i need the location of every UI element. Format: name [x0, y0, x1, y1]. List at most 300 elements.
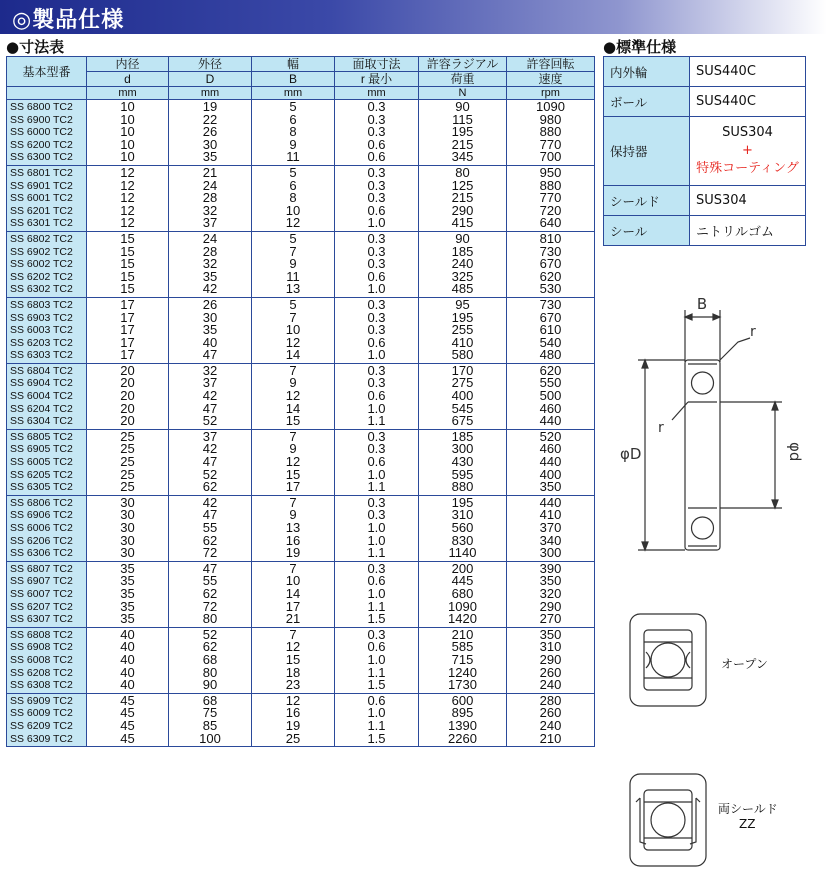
chamfer-r-value: 0.3 [367, 192, 386, 205]
outer-D-value: 47 [202, 456, 218, 469]
radial-load-value: 715 [451, 653, 474, 667]
cage-material: SUS304 [722, 125, 773, 140]
col-unit-load: N [419, 87, 507, 100]
outer-D-value: 75 [202, 707, 218, 720]
chamfer-r-value: 1.1 [367, 415, 386, 428]
model-value: SS 6801 TC2 [10, 166, 73, 179]
speed-value: 500 [539, 390, 562, 403]
chamfer-r-value: 0.6 [367, 694, 386, 708]
cell-inner-d [87, 297, 169, 363]
outer-D-value: 26 [202, 298, 218, 312]
speed-value: 300 [539, 547, 562, 560]
outer-D-value: 68 [202, 694, 218, 708]
inner-d-value: 20 [120, 364, 135, 378]
cell-model [7, 627, 87, 693]
model-value: SS 6202 TC2 [10, 270, 73, 283]
inner-d-value: 17 [120, 311, 135, 325]
cell-inner-d [87, 231, 169, 297]
inner-d-value: 12 [120, 192, 135, 205]
table-row-group [7, 495, 595, 561]
radial-load-value: 275 [451, 377, 474, 391]
width-B-value: 5 [289, 232, 297, 246]
radial-load-value: 415 [451, 217, 474, 230]
model-value: SS 6208 TC2 [10, 666, 73, 679]
cell-radial-load [419, 561, 507, 627]
speed-value: 720 [539, 204, 562, 218]
outer-D-value: 47 [202, 402, 218, 416]
model-value: SS 6209 TC2 [10, 719, 73, 732]
radial-load-value: 90 [455, 232, 470, 246]
model-value: SS 6005 TC2 [10, 456, 73, 469]
radial-load-value: 445 [451, 575, 474, 588]
radial-load-value: 345 [451, 151, 474, 164]
inner-d-value: 30 [120, 534, 135, 548]
chamfer-r-value: 1.0 [367, 402, 386, 416]
radial-load-value: 485 [451, 283, 474, 296]
cell-chamfer-r [335, 100, 419, 166]
speed-value: 240 [539, 679, 562, 692]
speed-value: 290 [539, 600, 562, 614]
outer-D-value: 28 [202, 192, 218, 205]
radial-load-value: 95 [455, 298, 470, 312]
chamfer-r-value: 0.6 [367, 575, 386, 588]
model-value: SS 6306 TC2 [10, 547, 73, 560]
model-value: SS 6304 TC2 [10, 415, 73, 428]
inner-d-value: 17 [120, 336, 135, 350]
chamfer-r-value: 0.3 [367, 628, 386, 642]
model-value: SS 6301 TC2 [10, 217, 73, 230]
radial-load-value: 300 [451, 443, 474, 457]
outer-D-value: 42 [202, 443, 218, 457]
speed-value: 770 [539, 192, 562, 205]
outer-D-value: 30 [202, 138, 218, 152]
width-B-value: 5 [289, 298, 297, 312]
cell-model [7, 429, 87, 495]
col-unit-d: mm [87, 87, 169, 100]
spec-label-seal: シール [604, 216, 690, 246]
outer-D-value: 42 [202, 496, 218, 510]
chamfer-r-value: 1.1 [367, 547, 386, 560]
inner-d-value: 30 [120, 522, 135, 535]
table-row-group [7, 693, 595, 746]
radial-load-value: 240 [451, 258, 474, 271]
radial-load-value: 410 [451, 336, 474, 350]
width-B-value: 17 [285, 481, 301, 494]
table-row-group [7, 165, 595, 231]
model-value: SS 6201 TC2 [10, 204, 73, 217]
inner-d-value: 12 [120, 166, 135, 180]
cell-chamfer-r [335, 165, 419, 231]
model-value: SS 6003 TC2 [10, 324, 73, 337]
model-value: SS 6804 TC2 [10, 364, 73, 377]
chamfer-r-value: 0.6 [367, 336, 386, 350]
outer-D-value: 72 [202, 547, 218, 560]
chamfer-r-value: 0.6 [367, 641, 386, 654]
radial-load-value: 1730 [448, 679, 477, 692]
model-value: SS 6000 TC2 [10, 126, 73, 139]
width-B-value: 25 [285, 732, 301, 746]
cell-chamfer-r [335, 693, 419, 746]
cell-chamfer-r [335, 363, 419, 429]
width-B-value: 7 [289, 496, 297, 510]
col-name-width: 幅 [252, 57, 335, 72]
model-value: SS 6206 TC2 [10, 534, 73, 547]
page-title: ◎製品仕様 [12, 8, 125, 33]
outer-D-value: 37 [202, 377, 218, 391]
label-B: B [696, 295, 708, 313]
outer-D-value: 19 [202, 101, 218, 114]
width-B-value: 19 [285, 719, 301, 733]
cell-width-B [252, 495, 335, 561]
title-banner [0, 0, 827, 34]
width-B-value: 12 [285, 390, 301, 403]
chamfer-r-value: 0.6 [367, 456, 386, 469]
col-unit-r: mm [335, 87, 419, 100]
model-value: SS 6802 TC2 [10, 232, 73, 245]
cell-inner-d [87, 693, 169, 746]
width-B-value: 7 [289, 311, 297, 325]
inner-d-value: 25 [120, 481, 135, 494]
width-B-value: 10 [285, 204, 301, 218]
outer-D-value: 21 [202, 166, 218, 180]
outer-D-value: 22 [202, 113, 218, 127]
cell-inner-d [87, 495, 169, 561]
cell-chamfer-r [335, 429, 419, 495]
width-B-value: 5 [289, 166, 297, 180]
outer-D-value: 42 [202, 390, 218, 403]
speed-value: 260 [539, 707, 562, 720]
col-name-inner: 内径 [87, 57, 169, 72]
inner-d-value: 12 [120, 179, 135, 193]
radial-load-value: 680 [451, 587, 474, 601]
width-B-value: 8 [289, 192, 297, 205]
outer-D-value: 85 [202, 719, 218, 733]
outer-D-value: 30 [202, 311, 218, 325]
chamfer-r-value: 1.0 [367, 283, 386, 296]
chamfer-r-value: 1.0 [367, 217, 386, 230]
width-B-value: 17 [285, 600, 301, 614]
speed-value: 410 [539, 509, 562, 522]
cage-coating: 特殊コーティング [696, 161, 799, 176]
width-B-value: 9 [289, 509, 297, 522]
speed-value: 670 [539, 258, 562, 271]
cage-plus: + [742, 143, 753, 158]
table-row-group [7, 297, 595, 363]
cell-width-B [252, 693, 335, 746]
width-B-value: 12 [285, 217, 301, 230]
speed-value: 620 [539, 364, 562, 378]
speed-value: 880 [539, 179, 562, 193]
inner-d-value: 40 [120, 628, 135, 642]
col-unit-D: mm [169, 87, 252, 100]
inner-d-value: 10 [120, 138, 135, 152]
radial-load-value: 430 [451, 456, 474, 469]
radial-load-value: 90 [455, 101, 470, 114]
cell-speed [507, 561, 595, 627]
unit-blank [7, 87, 87, 100]
inner-d-value: 10 [120, 113, 135, 127]
model-value: SS 6205 TC2 [10, 468, 73, 481]
col-name-chamfer: 面取寸法 [335, 57, 419, 72]
cell-model [7, 363, 87, 429]
chamfer-r-value: 0.3 [367, 562, 386, 576]
width-B-value: 11 [286, 270, 300, 284]
inner-d-value: 10 [120, 126, 135, 139]
speed-value: 540 [539, 336, 562, 350]
cell-width-B [252, 165, 335, 231]
model-value: SS 6308 TC2 [10, 679, 73, 692]
width-B-value: 7 [289, 562, 297, 576]
speed-value: 280 [539, 694, 562, 708]
inner-d-value: 20 [120, 415, 135, 428]
inner-d-value: 40 [120, 666, 135, 680]
cell-width-B [252, 429, 335, 495]
inner-d-value: 40 [120, 679, 135, 692]
model-value: SS 6307 TC2 [10, 613, 73, 626]
speed-value: 260 [539, 666, 562, 680]
model-value: SS 6004 TC2 [10, 390, 73, 403]
spec-value-ball: SUS440C [690, 87, 806, 117]
inner-d-value: 35 [120, 575, 135, 588]
inner-d-value: 12 [120, 217, 135, 230]
chamfer-r-value: 0.3 [367, 232, 386, 246]
width-B-value: 9 [289, 258, 297, 271]
inner-d-value: 12 [120, 204, 135, 218]
speed-value: 520 [539, 430, 562, 444]
model-value: SS 6203 TC2 [10, 336, 73, 349]
model-value: SS 6906 TC2 [10, 509, 73, 522]
inner-d-value: 10 [120, 151, 135, 164]
cell-width-B [252, 561, 335, 627]
cell-radial-load [419, 100, 507, 166]
speed-value: 240 [539, 719, 562, 733]
width-B-value: 15 [285, 415, 301, 428]
spec-label-rings: 内外輪 [604, 57, 690, 87]
cell-inner-d [87, 429, 169, 495]
inner-d-value: 17 [120, 324, 135, 337]
chamfer-r-value: 0.3 [367, 430, 386, 444]
model-value: SS 6002 TC2 [10, 258, 73, 271]
width-B-value: 12 [285, 456, 301, 469]
inner-d-value: 40 [120, 641, 135, 654]
model-value: SS 6309 TC2 [10, 732, 73, 745]
cell-speed [507, 495, 595, 561]
cell-outer-D [169, 231, 252, 297]
model-value: SS 6903 TC2 [10, 311, 73, 324]
speed-value: 980 [539, 113, 562, 127]
cell-width-B [252, 363, 335, 429]
radial-load-value: 1140 [448, 547, 477, 560]
outer-D-value: 24 [202, 179, 218, 193]
width-B-value: 5 [289, 101, 297, 114]
width-B-value: 15 [285, 653, 301, 667]
model-value: SS 6207 TC2 [10, 600, 73, 613]
col-symbol-D: D [169, 72, 252, 87]
chamfer-r-value: 1.0 [367, 653, 386, 667]
width-B-value: 11 [286, 151, 300, 164]
spec-value-cage [690, 117, 806, 186]
inner-d-value: 30 [120, 547, 135, 560]
radial-load-value: 310 [451, 509, 474, 522]
spec-label-shield: シールド [604, 186, 690, 216]
cell-inner-d [87, 363, 169, 429]
cell-model [7, 231, 87, 297]
radial-load-value: 1390 [448, 719, 477, 733]
chamfer-r-value: 0.3 [367, 509, 386, 522]
chamfer-r-value: 0.3 [367, 377, 386, 391]
chamfer-r-value: 0.3 [367, 324, 386, 337]
model-value: SS 6805 TC2 [10, 430, 73, 443]
speed-value: 880 [539, 126, 562, 139]
model-value: SS 6907 TC2 [10, 575, 73, 588]
col-unit-speed: rpm [507, 87, 595, 100]
zz-bearing-figure [628, 772, 708, 868]
cell-model [7, 297, 87, 363]
width-B-value: 18 [285, 666, 301, 680]
speed-value: 440 [539, 496, 562, 510]
col-unit-B: mm [252, 87, 335, 100]
inner-d-value: 30 [120, 496, 135, 510]
chamfer-r-value: 0.3 [367, 113, 386, 127]
speed-value: 620 [539, 270, 562, 284]
cell-speed [507, 627, 595, 693]
chamfer-r-value: 0.3 [367, 298, 386, 312]
model-value: SS 6808 TC2 [10, 628, 73, 641]
outer-D-value: 35 [202, 324, 218, 337]
outer-D-value: 55 [202, 575, 218, 588]
outer-D-value: 28 [202, 245, 218, 259]
cell-speed [507, 429, 595, 495]
inner-d-value: 35 [120, 600, 135, 614]
inner-d-value: 25 [120, 443, 135, 457]
speed-value: 400 [539, 468, 562, 482]
outer-D-value: 100 [199, 732, 221, 746]
cell-speed [507, 363, 595, 429]
radial-load-value: 185 [451, 430, 474, 444]
width-B-value: 14 [285, 587, 301, 601]
inner-d-value: 45 [120, 719, 135, 733]
outer-D-value: 42 [202, 283, 218, 296]
inner-d-value: 15 [120, 270, 135, 284]
chamfer-r-value: 0.3 [367, 364, 386, 378]
cell-outer-D [169, 627, 252, 693]
speed-value: 210 [539, 732, 562, 746]
outer-D-value: 62 [202, 587, 218, 601]
cell-width-B [252, 231, 335, 297]
outer-D-value: 37 [202, 217, 218, 230]
speed-value: 810 [539, 232, 562, 246]
chamfer-r-value: 0.6 [367, 151, 386, 164]
spec-value-seal: ニトリルゴム [690, 216, 806, 246]
inner-d-value: 25 [120, 468, 135, 482]
chamfer-r-value: 1.0 [367, 534, 386, 548]
model-value: SS 6302 TC2 [10, 283, 73, 296]
cell-outer-D [169, 363, 252, 429]
col-symbol-B: B [252, 72, 335, 87]
cell-model [7, 495, 87, 561]
speed-value: 440 [539, 415, 562, 428]
outer-D-value: 32 [202, 364, 218, 378]
radial-load-value: 195 [451, 496, 474, 510]
radial-load-value: 125 [451, 179, 474, 193]
outer-D-value: 62 [202, 481, 218, 494]
radial-load-value: 560 [451, 522, 474, 535]
cell-inner-d [87, 165, 169, 231]
cell-radial-load [419, 429, 507, 495]
model-value: SS 6902 TC2 [10, 245, 73, 258]
radial-load-value: 545 [451, 402, 474, 416]
cell-outer-D [169, 495, 252, 561]
inner-d-value: 35 [120, 562, 135, 576]
model-value: SS 6006 TC2 [10, 522, 73, 534]
inner-d-value: 25 [120, 456, 135, 469]
chamfer-r-value: 0.6 [367, 138, 386, 152]
standard-section-title: ●標準仕様 [603, 38, 677, 56]
label-phi-d: φd [786, 442, 804, 462]
outer-D-value: 55 [202, 522, 218, 535]
chamfer-r-value: 0.3 [367, 443, 386, 457]
outer-D-value: 52 [202, 468, 218, 482]
inner-d-value: 30 [120, 509, 135, 522]
cell-chamfer-r [335, 495, 419, 561]
width-B-value: 12 [285, 336, 301, 350]
cell-radial-load [419, 693, 507, 746]
chamfer-r-value: 0.6 [367, 390, 386, 403]
speed-value: 350 [539, 481, 562, 494]
speed-value: 1090 [536, 101, 565, 114]
model-value: SS 6800 TC2 [10, 101, 73, 113]
outer-D-value: 40 [202, 336, 218, 350]
model-value: SS 6008 TC2 [10, 653, 73, 666]
radial-load-value: 595 [451, 468, 474, 482]
radial-load-value: 195 [451, 126, 474, 139]
col-symbol-r: r 最小 [335, 72, 419, 87]
radial-load-value: 255 [451, 324, 474, 337]
speed-value: 370 [539, 522, 562, 535]
chamfer-r-value: 1.0 [367, 349, 386, 362]
model-value: SS 6305 TC2 [10, 481, 73, 494]
chamfer-r-value: 1.1 [367, 481, 386, 494]
radial-load-value: 185 [451, 245, 474, 259]
width-B-value: 12 [285, 694, 301, 708]
label-r-top: r [750, 324, 756, 340]
cell-chamfer-r [335, 297, 419, 363]
outer-D-value: 52 [202, 628, 218, 642]
speed-value: 270 [539, 613, 562, 626]
label-r-mid: r [658, 420, 664, 436]
speed-value: 550 [539, 377, 562, 391]
spec-value-shield: SUS304 [690, 186, 806, 216]
radial-load-value: 585 [451, 641, 474, 654]
table-row-group [7, 627, 595, 693]
col-symbol-load: 荷重 [419, 72, 507, 87]
model-value: SS 6803 TC2 [10, 298, 73, 311]
outer-D-value: 32 [202, 204, 218, 218]
table-row-group [7, 363, 595, 429]
inner-d-value: 45 [120, 732, 135, 746]
outer-D-value: 47 [202, 509, 218, 522]
cell-inner-d [87, 561, 169, 627]
radial-load-value: 290 [451, 204, 474, 218]
col-name-load: 許容ラジアル [419, 57, 507, 72]
model-value: SS 6905 TC2 [10, 443, 73, 456]
speed-value: 390 [539, 562, 562, 576]
cell-radial-load [419, 627, 507, 693]
model-value: SS 6900 TC2 [10, 113, 73, 126]
cell-inner-d [87, 627, 169, 693]
width-B-value: 9 [289, 138, 297, 152]
chamfer-r-value: 0.3 [367, 496, 386, 510]
